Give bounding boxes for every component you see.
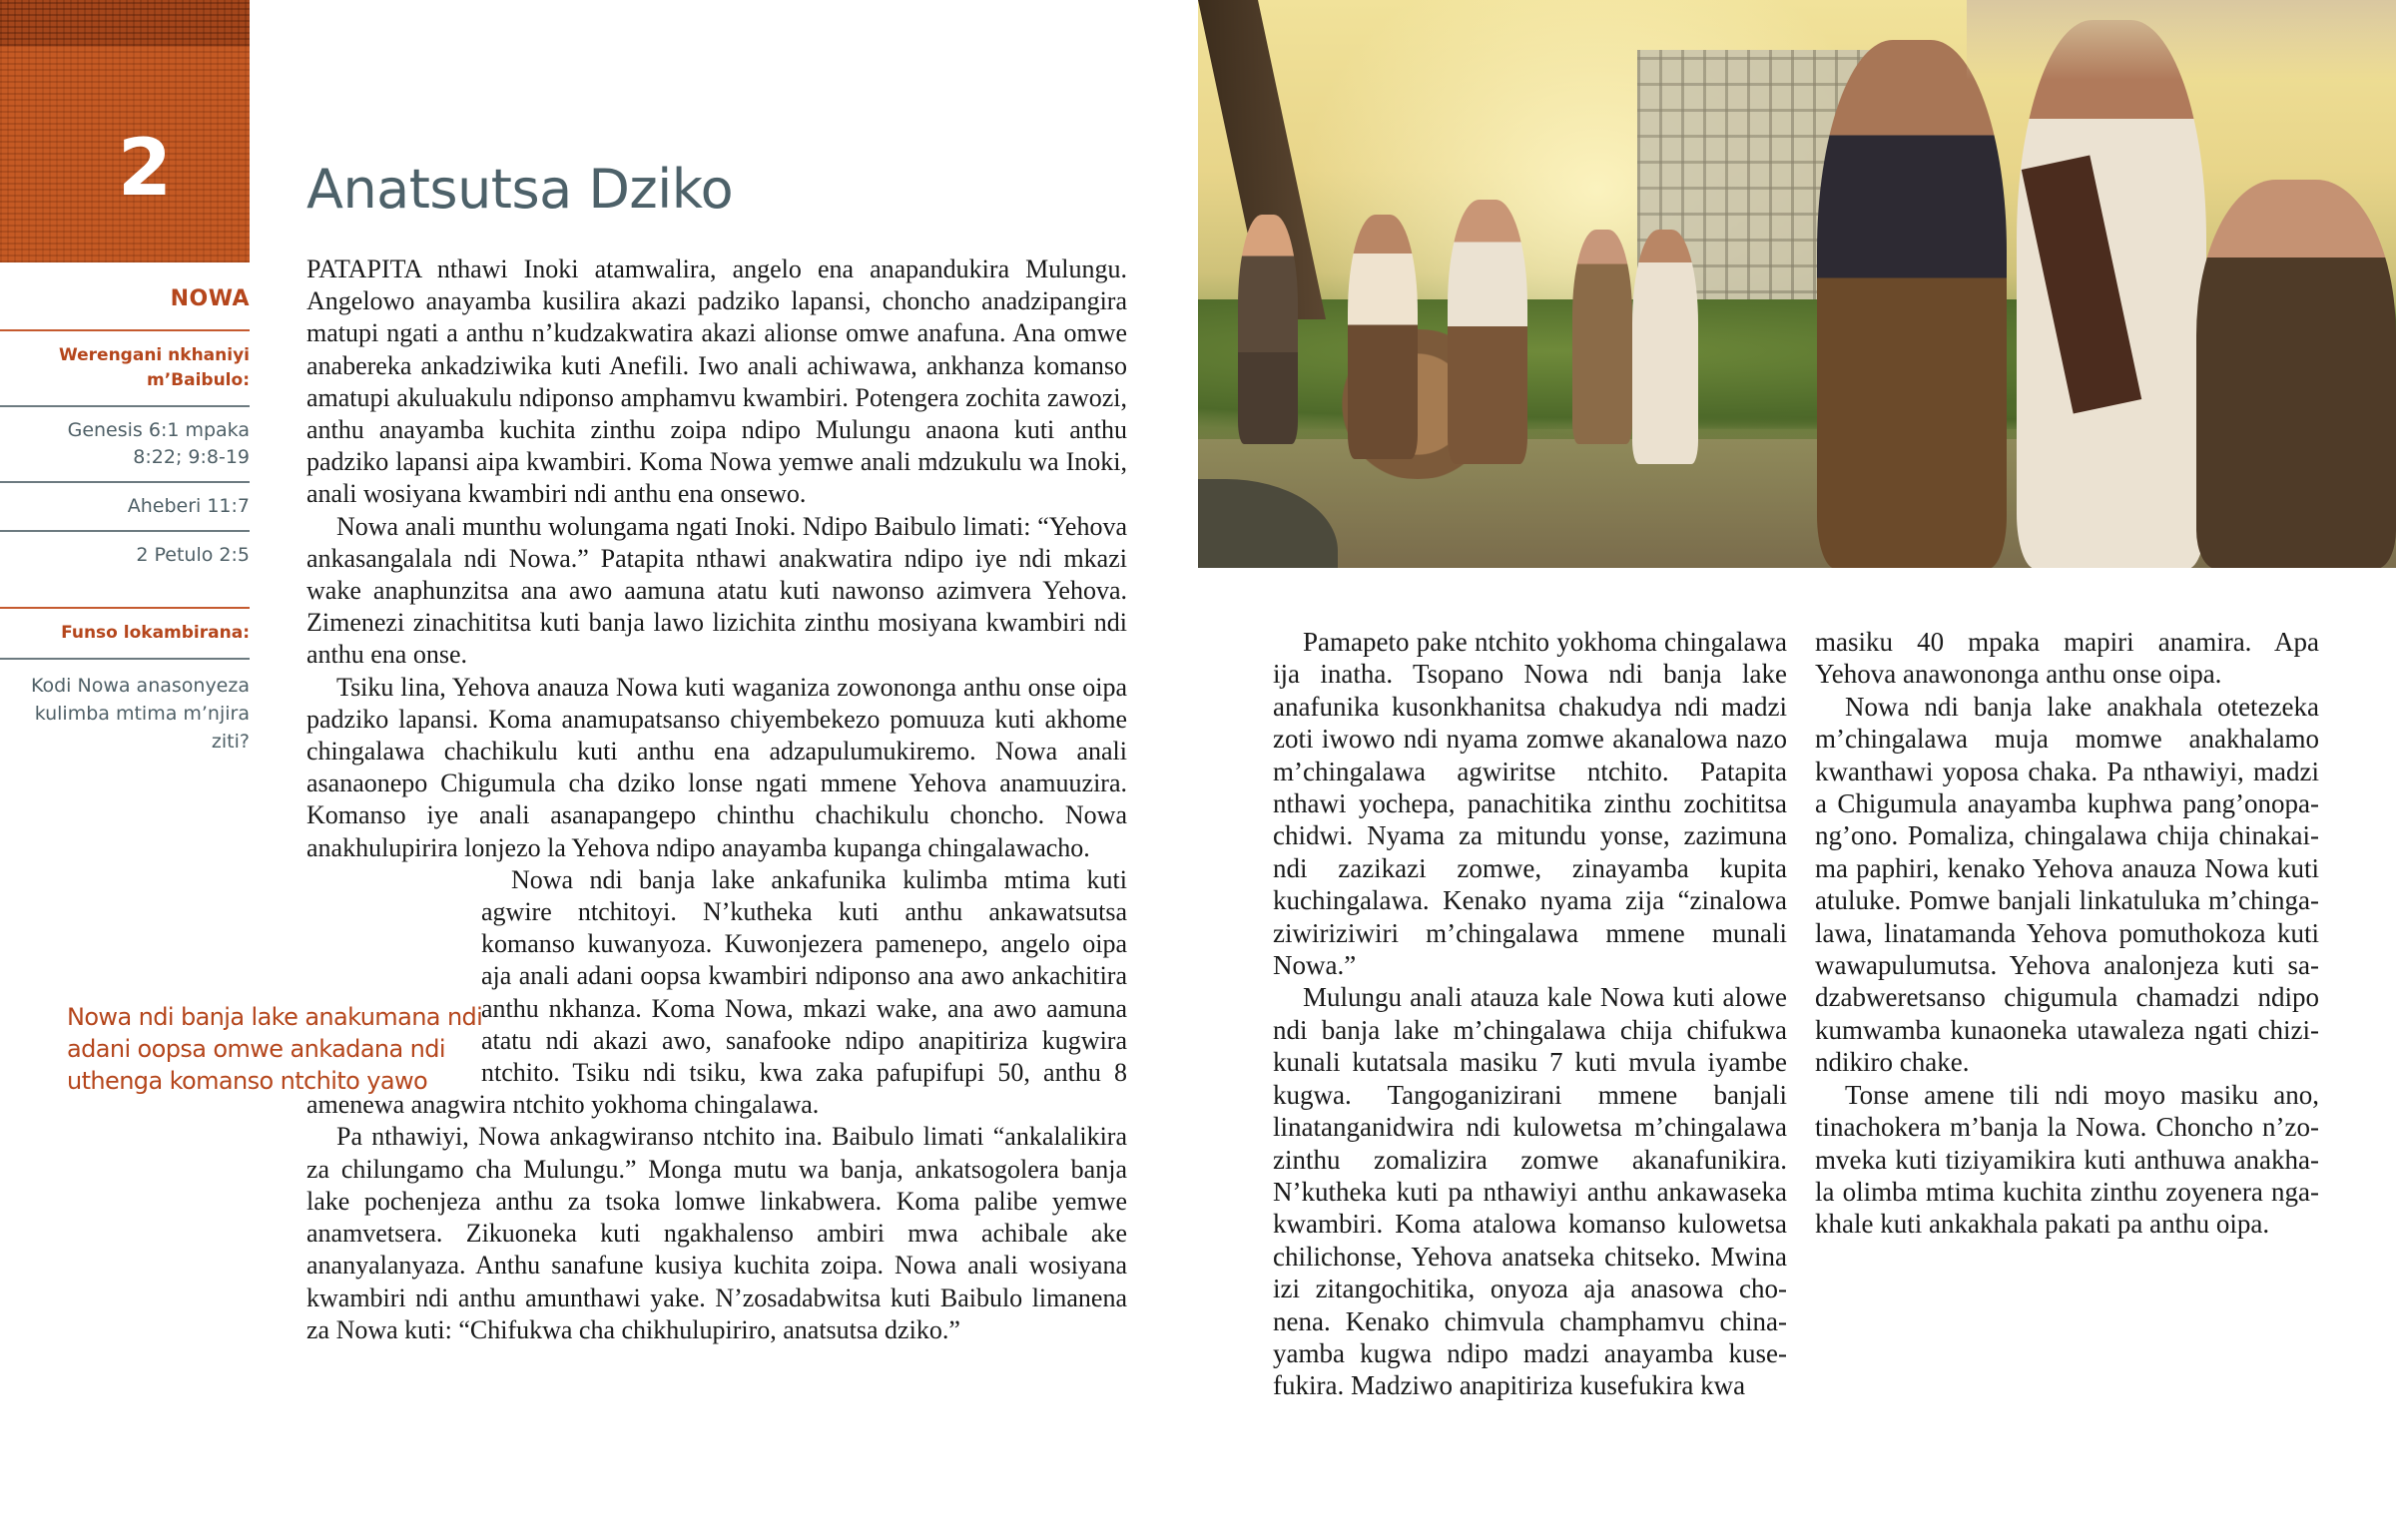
- paragraph: Mulungu anali atauza kale Nowa kuti alowe ndi banja lake m’chingalawa chija chifukwa kunali kutatsala masiku 7 kuti mvula iyambe kugwa. Tangoganizirani mmene banjali linatanganidwira ndi kulowetsa m’chingalawa zinthu zomalizira zomwe akanafunikira. N’kutheka kuti pa nthawiyi anthu ankawaseka kwambiri. Koma atalowa komanso kulowetsa chilichonse, Yehova anatseka chitseko. Mwina izi zitangochitika, onyoza aja anasowa chonena. Kenako chimvula champhamvu chinayamba kugwa ndipo madzi anayamba kusefukira. Madziwo anapitiriza kusefukira kwa: [1273, 982, 1787, 1401]
- image-caption: Nowa ndi banja lake anakumana ndi adani oopsa omwe ankadana ndi uthenga komanso ntchito yawo: [67, 1003, 483, 1095]
- page-title: Anatsutsa Dziko: [306, 158, 734, 221]
- paragraph: Tonse amene tili ndi moyo masiku ano, tinachokera m’banja la Nowa. Choncho n’zomveka kuti tiziyamikira kuti anthuwa anakhala olimba mtima kuchita zinthu zoyenera ngakhale kuti ankakhala pakati pa anthu oipa.: [1815, 1079, 2319, 1240]
- canopy-cloth: [1967, 0, 2396, 80]
- chapter-subject: NOWA: [170, 286, 250, 311]
- figure-man-pushing-cart: [1348, 215, 1418, 459]
- paragraph: Nowa ndi banja lake anakhala otetezeka m’chingalawa muja momwe anakhalamo kwanthawi yoposa chaka. Pa nthawiyi, madzi a Chigumula anayamba kuphwa pang’onopang’ono. Pomaliza, chingalawa chija chinakaima paphiri, kenako Yehova anauza Nowa kuti atuluke. Pomwe banjali linkatuluka m’chingalawa, linatamanda Yehova pomuthokoza kuti wawapulumutsa. Yehova analonjeza kuti sadzabweretsanso chigumula chamadzi ndipo kumwamba kunaoneka utawaleza ngati chizindikiro chake.: [1815, 691, 2319, 1078]
- chapter-number: 2: [117, 124, 173, 214]
- chapter-number-block: [0, 0, 250, 262]
- figure-woman-walking: [1572, 230, 1632, 444]
- scripture-reference: 2 Petulo 2:5: [136, 544, 250, 566]
- read-label: Werengani nkhaniyi m’Baibulo:: [58, 345, 250, 390]
- figure-seated-woman: [2196, 180, 2396, 568]
- figure-woman-with-jar: [1238, 215, 1298, 444]
- text-column-3: [1815, 626, 2319, 1241]
- text-column-1: [306, 254, 1127, 1346]
- paragraph: Tsiku lina, Yehova anauza Nowa kuti waganiza zowononga anthu onse oipa padziko lapansi. Koma anamupatsanso chiyembekezo pomuuza kuti akhome chingalawa chachikulu kuti anthu ena adzapulumukiremo. Nowa anali asanaonepo Chigumula cha dziko lonse ngati mmene Yehova anamuuzira. Komanso iye anali asanapangepo chinthu chachikulu choncho. Nowa anakhulupirira lonjezo la Yehova ndipo anayamba kupanga chingalawacho.: [306, 672, 1127, 862]
- figure-man-walking: [1632, 230, 1698, 464]
- paragraph: Pamapeto pake ntchito yokhoma chingalawa ija inatha. Tsopano Nowa ndi banja lake anafunika kusonkhanitsa chakudya ndi madzi zoti iwowo ndi nyama zomwe akanalowa nazo m’chingalawa agwiritse ntchito. Patapita nthawi yochepa, panachitika zinthu zochititsa chidwi. Nyama za mitundu yonse, zazimuna ndi zazikazi zomwe, zinayamba kupita kuchingalawa. Kenako nyama zija “zinalowa ziwiriziwiri m’chingalawa mmene munali Nowa.”: [1273, 627, 1787, 981]
- paragraph: Pa nthawiyi, Nowa ankagwiranso ntchito ina. Baibulo limati “ankalalikira za chilungamo cha Mulungu.” Monga mutu wa banja, ankatsogolera banja lake pochenjeza anthu za tsoka lomwe linkabwera. Koma palibe yemwe anamvetsera. Zikuoneka kuti ngakhalenso ambiri mwa achibale ake ananyalanyaza. Anthu sanafune kusiya kuchita zoipa. Nowa anali wosiyana kwambiri ndi anthu amunthawi yake. N’zosadabwitsa kuti Baibulo limanena za Nowa kuti: “Chifukwa cha chikhulupiriro, anatsutsa dziko.”: [306, 1122, 1127, 1344]
- paragraph-text: Nowa ndi banja lake ankafunika kulimba mtima kuti agwire ntchitoyi. N’kutheka kuti anthu ankawatsutsa komanso kuwanyoza. Kuwonjezera pamenepo, angelo oipa aja anali adani oopsa kwambiri ndiponso ana awo ankachitira anthu nkhanza. Koma Nowa, mkazi wake, ana awo aamuna atatu ndi akazi awo, sanafooke ndipo anapitiriza kugwira ntchito. Tsiku ndi tsiku, kwa zaka pafupifupi 50, anthu 8 amenewa anagwira ntchito yokhoma chingalawa.: [306, 864, 1127, 1120]
- illustration: [1198, 0, 2396, 568]
- scripture-reference: Aheberi 11:7: [127, 495, 250, 517]
- figure-mocker-dark-tunic: [1817, 40, 2007, 568]
- paragraph: PATAPITA nthawi Inoki atamwalira, angelo ena anapandukira Mulungu. Angelowo anayamba kusilira akazi padziko lapansi, choncho anadzipangira matupi ngati a anthu n’kudzakwatira akazi alionse omwe anafuna. Ana omwe anabereka ankadziwika kuti Anefili. Iwo anali achiwawa, ankhanza komanso amatupi akuluakulu ndiponso amphamvu kwambiri. Potengera zochita zawozi, anthu anayamba kuchita zinthu zoipa ndipo Mulungu anaona kuti anthu padziko lapansi aipa kwambiri. Koma Nowa yemwe anali mdzukulu wa Inoki, anali wosiyana kwambiri ndi anthu ena onsewo.: [306, 255, 1127, 509]
- scripture-reference: Genesis 6:1 mpaka 8:22; 9:8-19: [67, 419, 250, 468]
- figure-noah: [1448, 200, 1527, 464]
- discussion-question: Kodi Nowa anasonyeza kulimba mtima m’njira ziti?: [30, 675, 250, 753]
- question-label: Funso lokambirana:: [61, 623, 250, 643]
- paragraph: Nowa anali munthu wolungama ngati Inoki. Ndipo Baibulo limati: “Yehova ankasangalala ndi Nowa.” Patapita nthawi anakwatira ndipo iye ndi mkazi wake anaphunzitsa ana awo aamuna atatu kuti nawonso azimvera Yehova. Zimenezi zinachititsa kuti banja lawo lizichita zinthu mosiyana kwambiri ndi anthu ena onse.: [306, 511, 1127, 670]
- paragraph: masiku 40 mpaka mapiri anamira. Apa Yehova anawononga anthu onse oipa.: [1815, 627, 2319, 690]
- chapter-sidebar: [0, 262, 250, 756]
- text-column-2: [1273, 626, 1787, 1402]
- chapter-block-top-band: [0, 0, 250, 46]
